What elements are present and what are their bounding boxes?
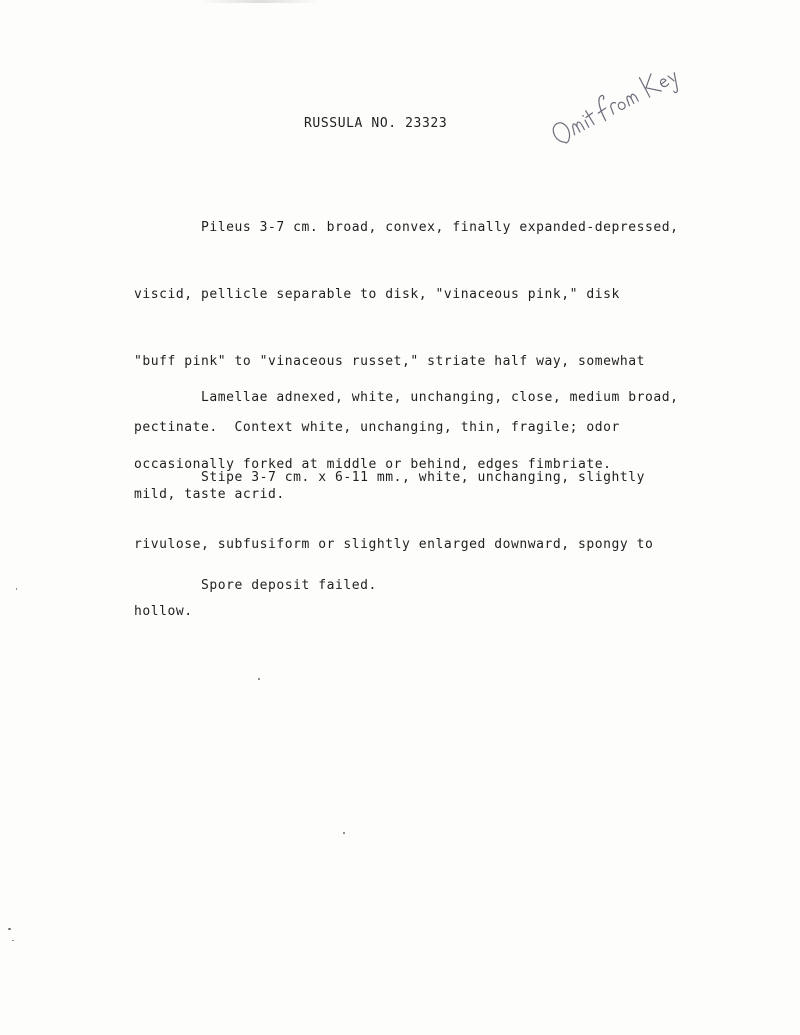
document-title: RUSSULA NO. 23323	[304, 116, 448, 131]
text-line: Stipe 3-7 cm. x 6-11 mm., white, unchanging, slightly	[134, 470, 645, 486]
text-line: hollow.	[134, 603, 193, 619]
text-line: Pileus 3-7 cm. broad, convex, finally expanded-depressed,	[134, 220, 679, 236]
text-line: viscid, pellicle separable to disk, "vinaceous pink," disk	[134, 287, 620, 303]
paragraph-spore-deposit	[134, 531, 734, 642]
scan-speck	[258, 678, 260, 680]
scan-speck	[16, 588, 17, 590]
handwritten-annotation	[540, 52, 690, 152]
text-line: "buff pink" to "vinaceous russet," striate half way, somewhat	[134, 353, 645, 369]
text-line: mild, taste acrid.	[134, 486, 285, 502]
text-line: rivulose, subfusiform or slightly enlarged downward, spongy to	[134, 537, 654, 553]
scan-speck	[8, 928, 11, 930]
text-line: pectinate. Context white, unchanging, thin, fragile; odor	[134, 420, 620, 436]
text-line: Spore deposit failed.	[134, 578, 377, 594]
scan-speck	[343, 832, 345, 834]
text-line: Lamellae adnexed, white, unchanging, close, medium broad,	[134, 390, 679, 406]
scan-smudge	[200, 0, 320, 3]
text-line: occasionally forked at middle or behind, edges fimbriate.	[134, 457, 612, 473]
scan-speck	[12, 940, 14, 941]
